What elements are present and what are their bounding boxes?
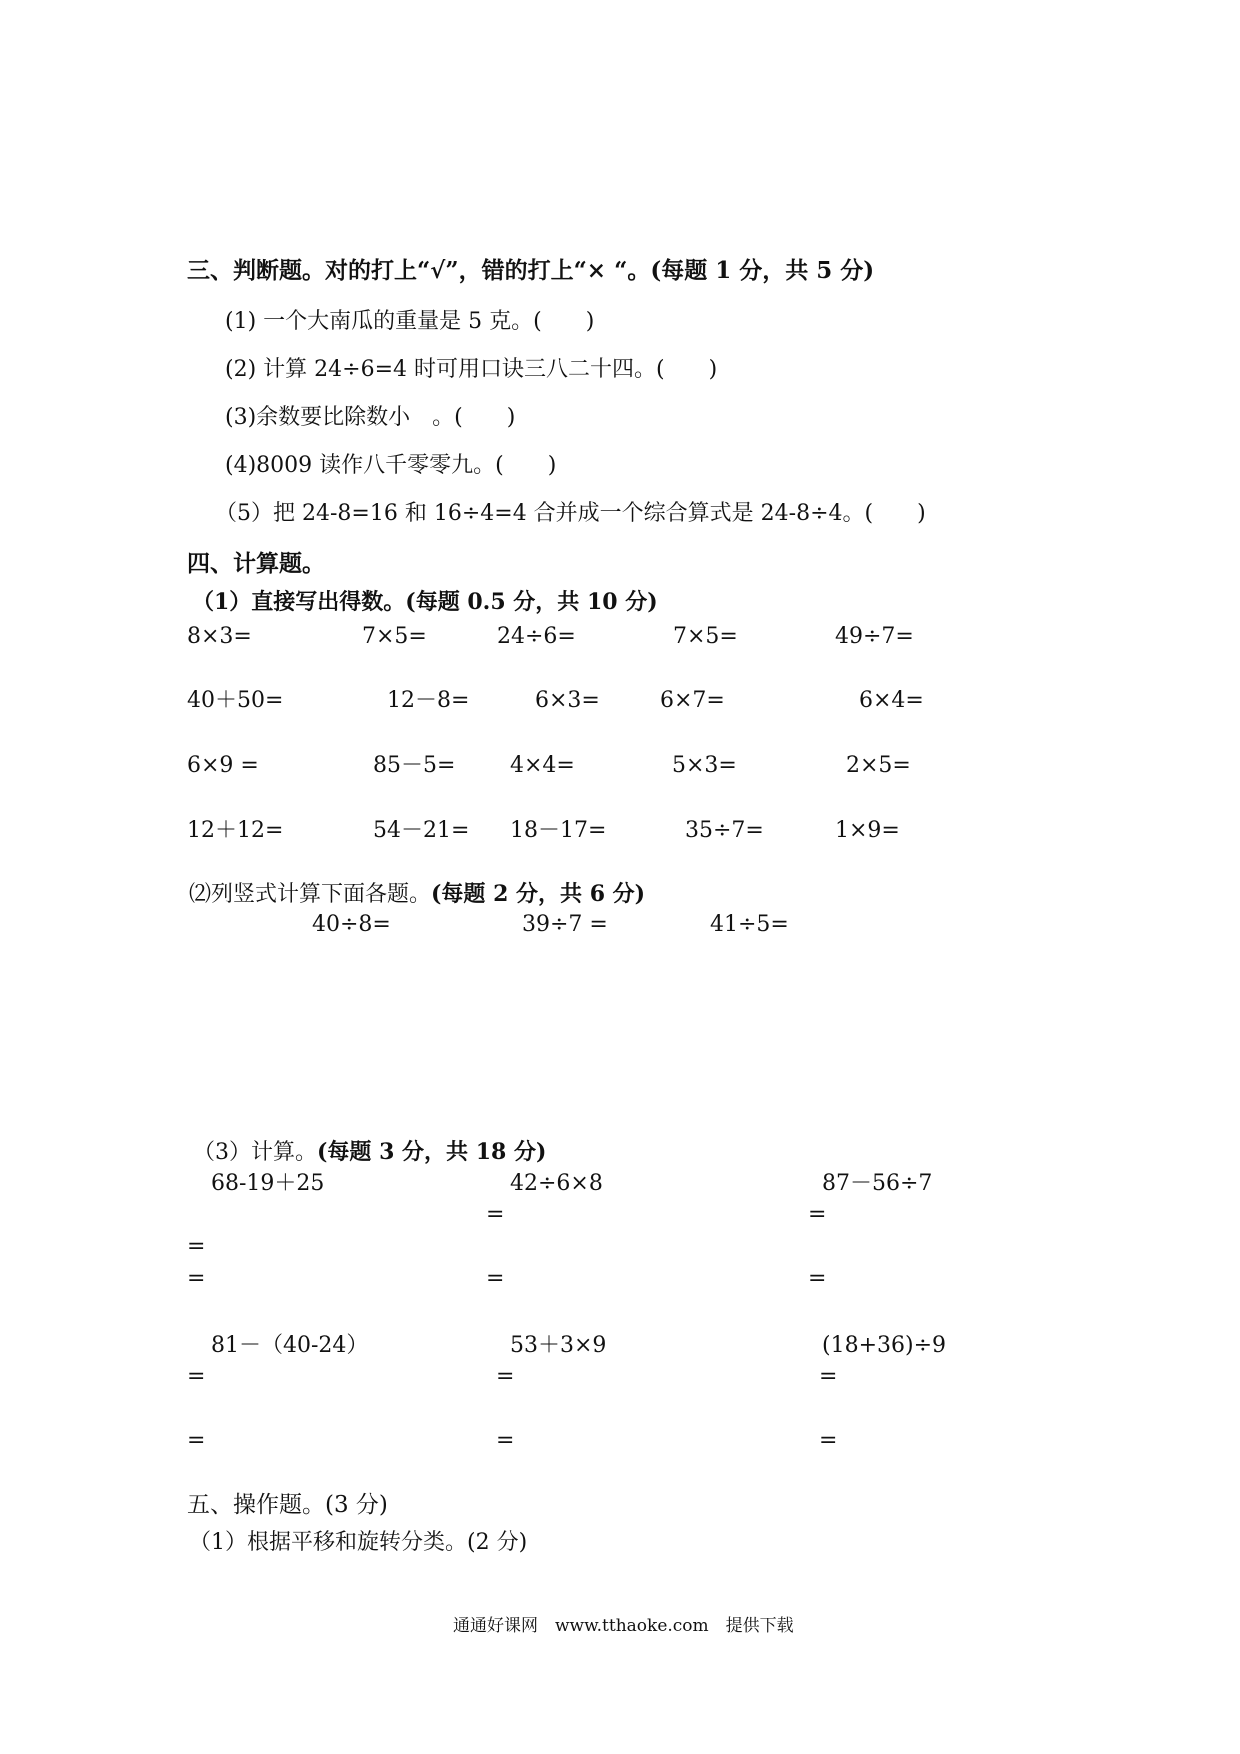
- judge-item-3: (3)余数要比除数小 。( ): [225, 405, 516, 430]
- oral-calc: 6×4=: [859, 688, 924, 713]
- oral-calc: 85－5=: [373, 753, 456, 778]
- oral-calc: 5×3=: [672, 753, 737, 778]
- judge-item-2: (2) 计算 24÷6=4 时可用口诀三八二十四。( ): [225, 357, 718, 382]
- equals-sign: =: [187, 1364, 206, 1389]
- oral-calc: 35÷7=: [685, 818, 764, 843]
- part2-title-score: (每题 2 分，共 6 分): [431, 881, 646, 907]
- equals-sign: =: [486, 1266, 505, 1291]
- oral-calc: 6×7=: [660, 688, 725, 713]
- judge-item-4: (4)8009 读作八千零零九。( ): [225, 453, 557, 478]
- oral-calc: 18－17=: [510, 818, 607, 843]
- section4-title: 四、计算题。: [187, 550, 325, 577]
- expression: 81－（40-24）: [211, 1333, 369, 1358]
- oral-calc: 4×4=: [510, 753, 575, 778]
- vertical-calc: 41÷5=: [710, 912, 789, 937]
- expression: (18+36)÷9: [822, 1333, 947, 1358]
- expression: 53＋3×9: [510, 1333, 607, 1358]
- section3-title: 三、判断题。对的打上“√”，错的打上“× “。(每题 1 分，共 5 分): [187, 257, 875, 284]
- vertical-calc: 39÷7 =: [522, 912, 608, 937]
- expression: 87－56÷7: [822, 1171, 933, 1196]
- equals-sign: =: [187, 1428, 206, 1453]
- part1-title: （1）直接写出得数。(每题 0.5 分，共 10 分): [192, 589, 658, 615]
- vertical-calc: 40÷8=: [312, 912, 391, 937]
- part2-title: [189, 883, 645, 906]
- oral-calc: 24÷6=: [497, 624, 576, 649]
- footer-text: 通通好课网 www.tthaoke.com 提供下载: [453, 1616, 794, 1636]
- judge-item-5: （5）把 24-8=16 和 16÷4=4 合并成一个综合算式是 24-8÷4。( ): [215, 501, 926, 526]
- equals-sign: =: [496, 1364, 515, 1389]
- equals-sign: =: [187, 1234, 206, 1259]
- oral-calc: 8×3=: [187, 624, 252, 649]
- expression: 68-19＋25: [211, 1171, 325, 1196]
- expression: 42÷6×8: [510, 1171, 603, 1196]
- equals-sign: =: [486, 1202, 505, 1227]
- oral-calc: 12＋12=: [187, 818, 284, 843]
- equals-sign: =: [187, 1266, 206, 1291]
- part3-title: [193, 1141, 546, 1164]
- equals-sign: =: [808, 1202, 827, 1227]
- oral-calc: 40＋50=: [187, 688, 284, 713]
- equals-sign: =: [808, 1266, 827, 1291]
- oral-calc: 7×5=: [673, 624, 738, 649]
- part3-title-score: (每题 3 分，共 18 分): [317, 1139, 547, 1165]
- oral-calc: 7×5=: [362, 624, 427, 649]
- oral-calc: 49÷7=: [835, 624, 914, 649]
- equals-sign: =: [819, 1428, 838, 1453]
- oral-calc: 2×5=: [846, 753, 911, 778]
- part2-title-text: ⑵列竖式计算下面各题。: [189, 882, 432, 907]
- operation-item-1: （1）根据平移和旋转分类。(2 分): [189, 1530, 528, 1555]
- oral-calc: 6×3=: [535, 688, 600, 713]
- section5-title: 五、操作题。(3 分): [187, 1492, 388, 1518]
- part3-title-text: （3）计算。: [193, 1140, 317, 1165]
- equals-sign: =: [496, 1428, 515, 1453]
- oral-calc: 6×9 =: [187, 753, 259, 778]
- oral-calc: 54－21=: [373, 818, 470, 843]
- oral-calc: 12－8=: [387, 688, 470, 713]
- equals-sign: =: [819, 1364, 838, 1389]
- judge-item-1: (1) 一个大南瓜的重量是 5 克。( ): [225, 309, 595, 334]
- oral-calc: 1×9=: [835, 818, 900, 843]
